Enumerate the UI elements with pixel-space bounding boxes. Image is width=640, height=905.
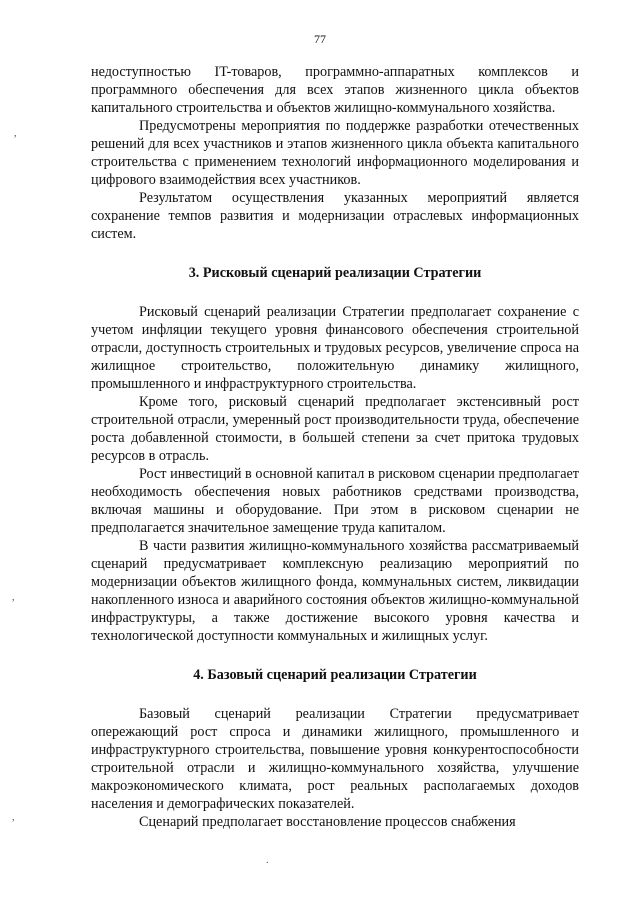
scan-mark: , — [12, 812, 15, 823]
section-4-heading: 4. Базовый сценарий реализации Стратегии — [193, 667, 477, 683]
scan-mark: , — [14, 128, 17, 139]
section-3-paragraph-1: Рисковый сценарий реализации Стратегии предполагает сохранение с учетом инфляции текущего уровня финансового обеспечения строительной отрасли, доступность строительных и трудовых ресурсов, увеличение спроса на жилищное строительство, положительную динамику жилищного, промышленного и инфраструктурного строительства. — [91, 304, 579, 392]
intro-paragraph-1: недоступностью IT-товаров, программно-аппаратных комплексов и программного обеспечения для всех этапов жизненного цикла объектов капитального строительства и объектов жилищно-коммунального хозяйства. — [91, 64, 579, 116]
section-4-paragraph-1: Базовый сценарий реализации Стратегии предусматривает опережающий рост спроса и динамики жилищного, промышленного и инфраструктурного строительства, повышение уровня конкурентоспособности строительной отрасли и жилищно-коммунального хозяйства, улучшение макроэкономического климата, рост реальных располагаемых доходов населения и демографических показателей. — [91, 706, 579, 812]
document-body — [91, 63, 579, 831]
page-number: 77 — [314, 32, 326, 46]
section-3-heading: 3. Рисковый сценарий реализации Стратегии — [188, 265, 482, 281]
scan-mark: . — [266, 855, 269, 866]
section-4-paragraph-2: Сценарий предполагает восстановление процессов снабжения — [139, 814, 516, 830]
intro-paragraph-2: Предусмотрены мероприятия по поддержке разработки отечественных решений для всех участников и этапов жизненного цикла объекта капитального строительства с применением технологий информационного моделирования и цифрового взаимодействия всех участников. — [91, 118, 579, 188]
section-3-paragraph-4: В части развития жилищно-коммунального хозяйства рассматриваемый сценарий предусматривает комплексную реализацию мероприятий по модернизации объектов жилищного фонда, коммунальных систем, ликвидации накопленного износа и аварийного состояния объектов жилищно-коммунальной инфраструктуры, а также достижение высокого уровня качества и технологической доступности коммунальных и жилищных услуг. — [91, 538, 579, 644]
intro-paragraph-3: Результатом осуществления указанных мероприятий является сохранение темпов развития и модернизации отраслевых информационных систем. — [91, 190, 579, 242]
section-3-paragraph-3: Рост инвестиций в основной капитал в рисковом сценарии предполагает необходимость обеспечения новых работников средствами производства, включая машины и оборудование. При этом в рисковом сценарии не предполагается значительное замещение труда капиталом. — [91, 466, 579, 536]
scan-mark: , — [12, 592, 15, 603]
section-3-paragraph-2: Кроме того, рисковый сценарий предполагает экстенсивный рост строительной отрасли, умеренный рост производительности труда, обеспечение роста добавленной стоимости, в большей степени за счет притока трудовых ресурсов в отрасль. — [91, 394, 579, 464]
